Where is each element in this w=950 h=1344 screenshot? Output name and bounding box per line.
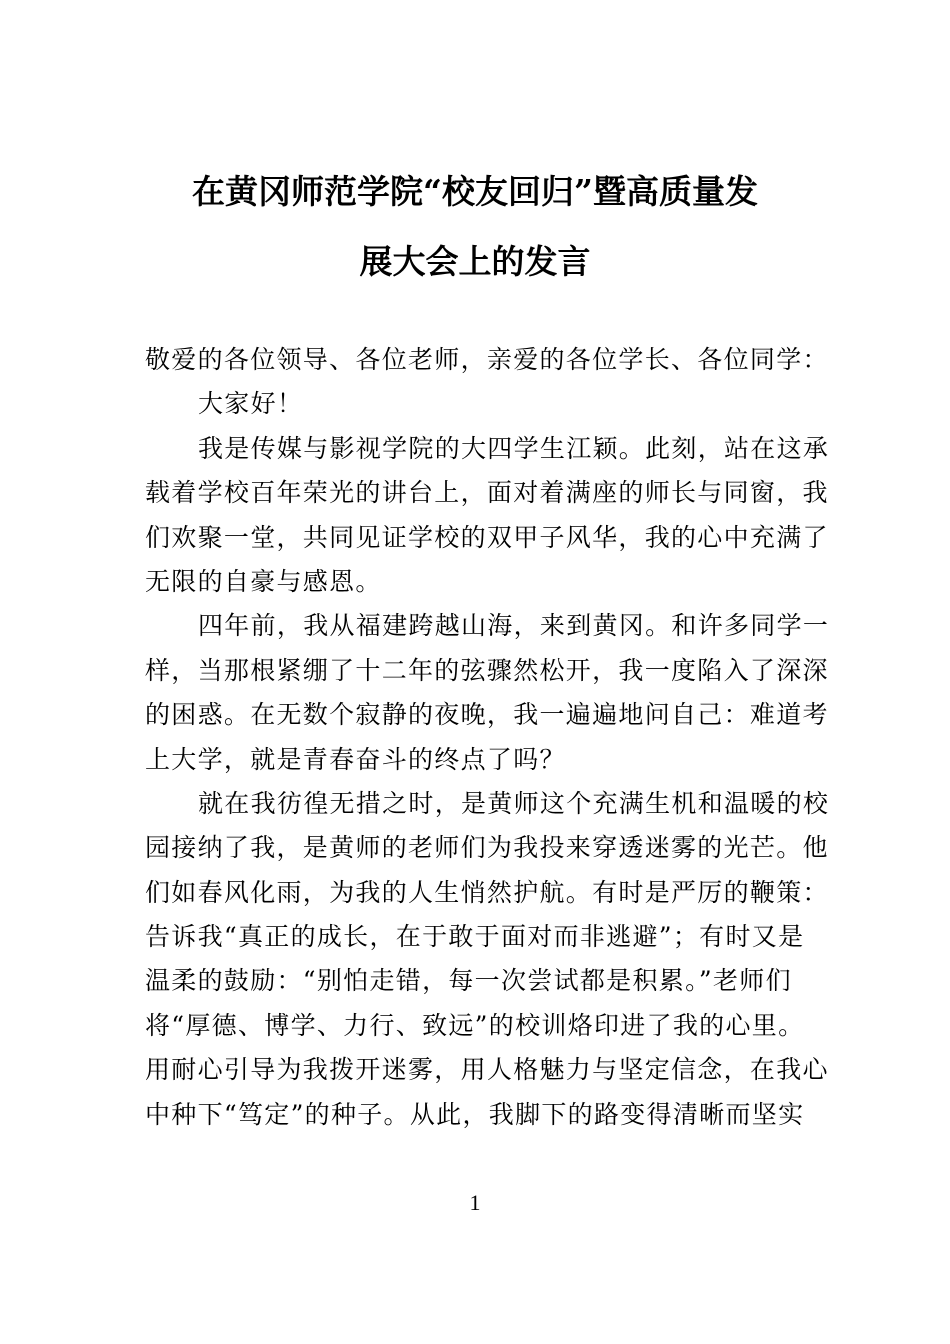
text-line: 就在我彷徨无措之时，是黄师这个充满生机和温暖的校 — [198, 788, 830, 818]
text-line: 用耐心引导为我拨开迷雾，用人格魅力与坚定信念，在我心 — [145, 1055, 829, 1085]
text-line: 园接纳了我，是黄师的老师们为我投来穿透迷雾的光芒。他 — [145, 833, 829, 863]
text-line: 无限的自豪与感恩。 — [145, 566, 382, 596]
text-line: 四年前，我从福建跨越山海，来到黄冈。和许多同学一 — [198, 611, 830, 641]
text-line: 大家好！ — [198, 389, 304, 419]
text-line: 中种下“笃定”的种子。从此，我脚下的路变得清晰而坚实 — [145, 1099, 805, 1129]
text-line: 上大学，就是青春奋斗的终点了吗？ — [145, 744, 566, 774]
text-line: 敬爱的各位领导、各位老师，亲爱的各位学长、各位同学： — [145, 345, 829, 374]
document-title-line-1: 在黄冈师范学院“校友回归”暨高质量发 — [192, 172, 758, 211]
text-line: 告诉我“真正的成长，在于敢于面对而非逃避”；有时又是 — [145, 922, 805, 952]
paragraph — [145, 604, 830, 782]
text-line: 温柔的鼓励：“别怕走错，每一次尝试都是积累。”老师们 — [145, 966, 792, 996]
page-number: 1 — [469, 1190, 481, 1215]
document-body — [145, 338, 830, 1137]
text-line: 的困惑。在无数个寂静的夜晚，我一遍遍地问自己：难道考 — [145, 700, 829, 730]
paragraph — [145, 427, 830, 605]
paragraph — [145, 338, 829, 382]
paragraph — [145, 382, 815, 426]
text-line: 将“厚德、博学、力行、致远”的校训烙印进了我的心里。 — [145, 1010, 805, 1040]
paragraph — [145, 782, 830, 1137]
text-line: 们欢聚一堂，共同见证学校的双甲子风华，我的心中充满了 — [145, 522, 829, 552]
text-line: 们如春风化雨，为我的人生悄然护航。有时是严厉的鞭策： — [145, 877, 829, 907]
text-line: 样，当那根紧绷了十二年的弦骤然松开，我一度陷入了深深 — [145, 655, 829, 685]
document-title-line-2: 展大会上的发言 — [359, 242, 591, 281]
text-line: 载着学校百年荣光的讲台上，面对着满座的师长与同窗，我 — [145, 478, 829, 508]
text-line: 我是传媒与影视学院的大四学生江颖。此刻，站在这承 — [198, 433, 830, 463]
